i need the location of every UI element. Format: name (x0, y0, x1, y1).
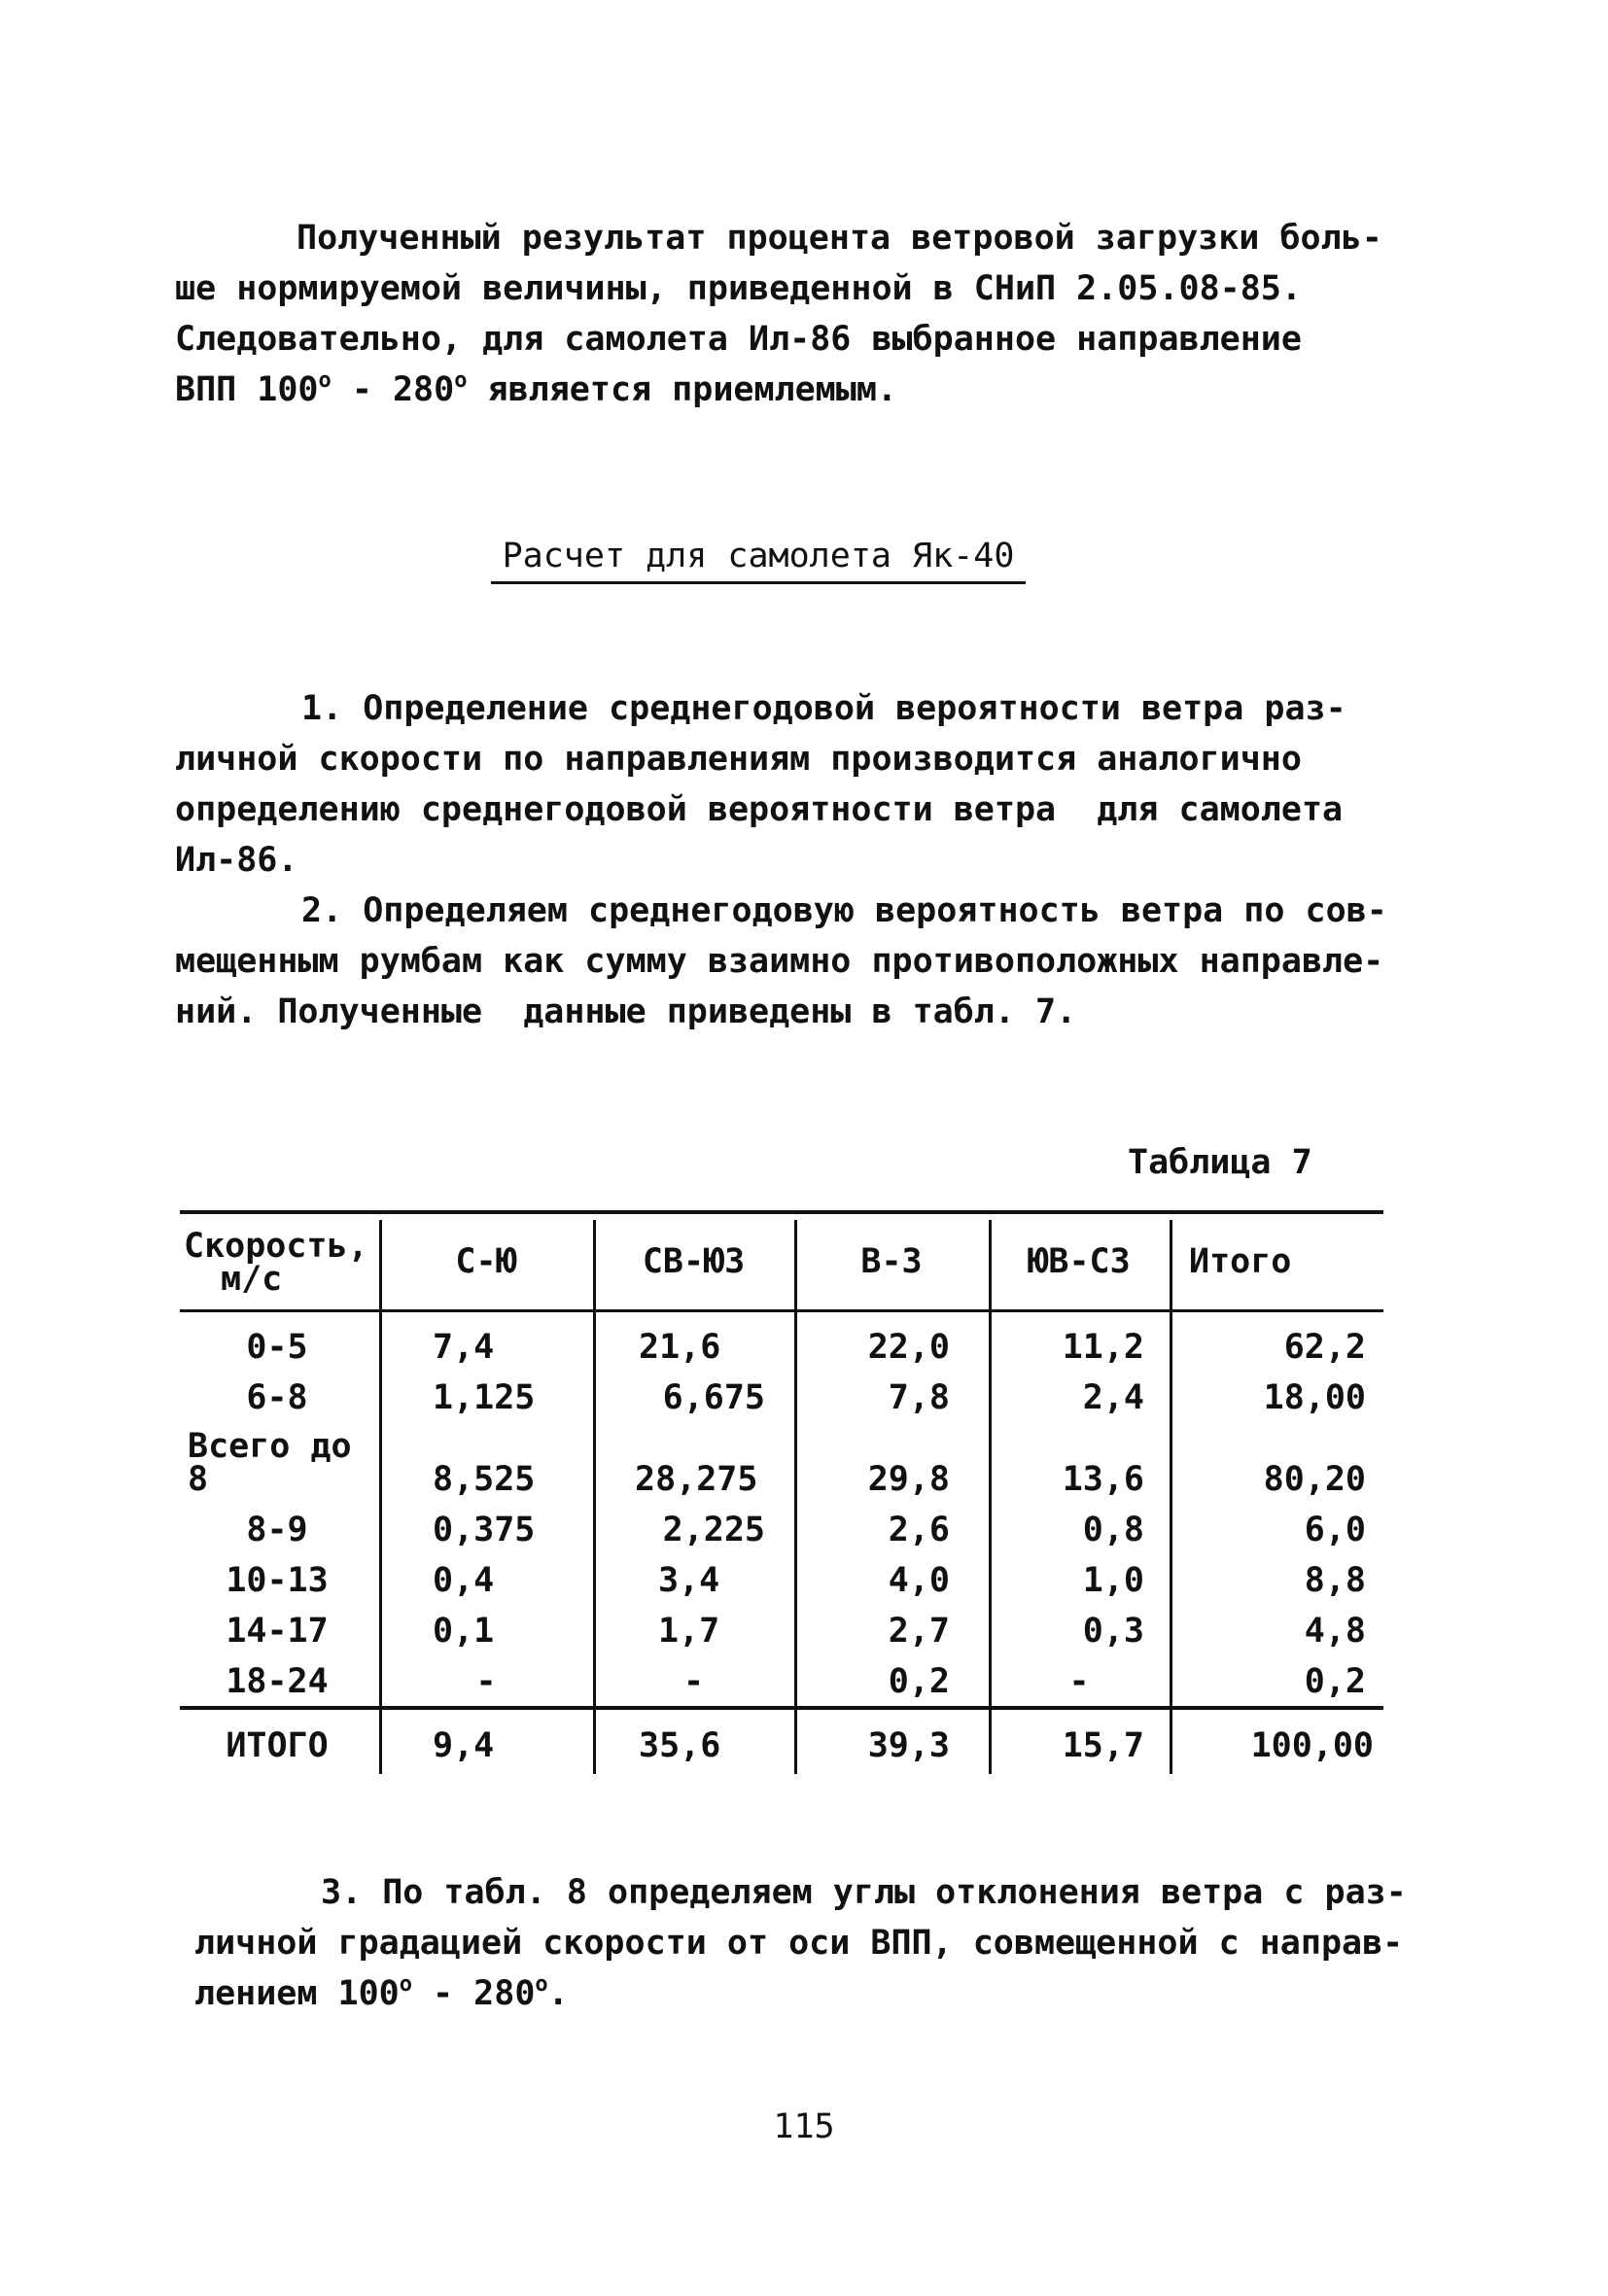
para1-line-4: Ил-86. (175, 841, 298, 880)
cell-se-nw: 11,2 (1062, 1328, 1144, 1367)
cell-se-nw: 1,0 (1082, 1561, 1144, 1600)
cell-total: 80,20 (1263, 1460, 1366, 1499)
total-e-w: 39,3 (867, 1726, 950, 1765)
cell-total: 18,00 (1263, 1378, 1366, 1417)
para3-text: лением 100 (194, 1974, 400, 2013)
para1-line-2: личной скорости по направлениям производится аналогично (175, 740, 1302, 779)
cell-total: 8,8 (1304, 1561, 1366, 1600)
degree-sup: о (318, 368, 332, 393)
para1-line-3: определению среднегодовой вероятности ветра для самолета (175, 790, 1344, 829)
cell-n-s: 0,4 (433, 1561, 495, 1600)
cell-ne-sw: - (682, 1662, 705, 1701)
row-speed: 6-8 (246, 1378, 308, 1417)
total-row-label: ИТОГО (226, 1726, 329, 1765)
header-speed-unit: м/с (221, 1260, 283, 1299)
row-speed: 10-13 (226, 1561, 329, 1600)
para3-line-2: личной градацией скорости от оси ВПП, совмещенной с направ- (194, 1924, 1404, 1963)
cell-ne-sw: 2,225 (662, 1511, 765, 1549)
cell-n-s: 8,525 (433, 1460, 536, 1499)
intro-line-2: ше нормируемой величины, приведенной в СНиП 2.05.08-85. (175, 269, 1302, 308)
para2-line-1: 2. Определяем среднегодовую вероятность ветра по сов- (301, 891, 1387, 930)
cell-se-nw: 0,3 (1082, 1612, 1144, 1651)
row-speed: 8-9 (246, 1511, 308, 1549)
intro-text: является приемлемым. (467, 370, 897, 409)
cell-total: 4,8 (1304, 1612, 1366, 1651)
total-n-s: 9,4 (433, 1726, 495, 1765)
cell-e-w: 2,7 (888, 1612, 950, 1651)
cell-e-w: 2,6 (888, 1511, 950, 1549)
section-heading: Расчет для самолета Як-40 (491, 537, 1026, 584)
para2-line-2: мещенным румбам как сумму взаимно противоположных направле- (175, 942, 1384, 981)
header-speed: Скорость, (184, 1227, 368, 1266)
table-top-rule (180, 1210, 1383, 1214)
degree-sup: о (454, 368, 468, 393)
header-n-s: С-Ю (455, 1242, 517, 1281)
cell-se-nw: 0,8 (1082, 1511, 1144, 1549)
page-number: 115 (773, 2107, 835, 2146)
intro-line-1: Полученный результат процента ветровой загрузки боль- (297, 219, 1382, 258)
intro-text: - 280 (331, 370, 455, 409)
row-speed: 18-24 (226, 1662, 329, 1701)
cell-e-w: 29,8 (867, 1460, 950, 1499)
cell-n-s: 1,125 (433, 1378, 536, 1417)
table-total-rule (180, 1706, 1383, 1710)
cell-e-w: 4,0 (888, 1561, 950, 1600)
row-speed: 14-17 (226, 1612, 329, 1651)
header-se-nw: ЮВ-СЗ (1028, 1242, 1131, 1281)
para3-text: . (547, 1974, 569, 2013)
table-caption: Таблица 7 (1128, 1143, 1312, 1182)
cell-se-nw: - (1068, 1662, 1090, 1701)
cell-ne-sw: 3,4 (658, 1561, 720, 1600)
cell-n-s: 7,4 (433, 1328, 495, 1367)
cell-se-nw: 13,6 (1062, 1460, 1144, 1499)
header-e-w: В-З (860, 1242, 923, 1281)
cell-n-s: 0,1 (433, 1612, 495, 1651)
row-speed: Всего до 8 (188, 1427, 352, 1499)
total-total: 100,00 (1250, 1726, 1374, 1765)
cell-total: 0,2 (1304, 1662, 1366, 1701)
cell-e-w: 22,0 (867, 1328, 950, 1367)
para1-line-1: 1. Определение среднегодовой вероятности ветра раз- (301, 689, 1346, 728)
cell-total: 6,0 (1304, 1511, 1366, 1549)
degree-sup: о (535, 1972, 548, 1997)
cell-ne-sw: 6,675 (662, 1378, 765, 1417)
total-ne-sw: 35,6 (639, 1726, 721, 1765)
cell-n-s: - (475, 1662, 497, 1701)
para3-line-3 (194, 1972, 569, 2013)
header-ne-sw: СВ-ЮЗ (642, 1242, 746, 1281)
cell-ne-sw: 1,7 (658, 1612, 720, 1651)
degree-sup: о (399, 1972, 412, 1997)
para3-line-1: 3. По табл. 8 определяем углы отклонения ветра с раз- (321, 1873, 1407, 1912)
cell-total: 62,2 (1283, 1328, 1366, 1367)
row-speed: 0-5 (246, 1328, 308, 1367)
cell-ne-sw: 21,6 (639, 1328, 721, 1367)
cell-n-s: 0,375 (433, 1511, 536, 1549)
cell-e-w: 7,8 (888, 1378, 950, 1417)
para2-line-3: ний. Полученные данные приведены в табл. 7. (175, 992, 1077, 1031)
intro-text: ВПП 100 (175, 370, 319, 409)
cell-ne-sw: 28,275 (635, 1460, 758, 1499)
intro-line-4 (175, 368, 897, 409)
cell-e-w: 0,2 (888, 1662, 950, 1701)
intro-line-3: Следовательно, для самолета Ил-86 выбранное направление (175, 320, 1302, 359)
para3-text: - 280 (411, 1974, 536, 2013)
cell-se-nw: 2,4 (1082, 1378, 1144, 1417)
header-total: Итого (1189, 1242, 1292, 1281)
table-header-rule (180, 1309, 1383, 1312)
total-se-nw: 15,7 (1062, 1726, 1144, 1765)
